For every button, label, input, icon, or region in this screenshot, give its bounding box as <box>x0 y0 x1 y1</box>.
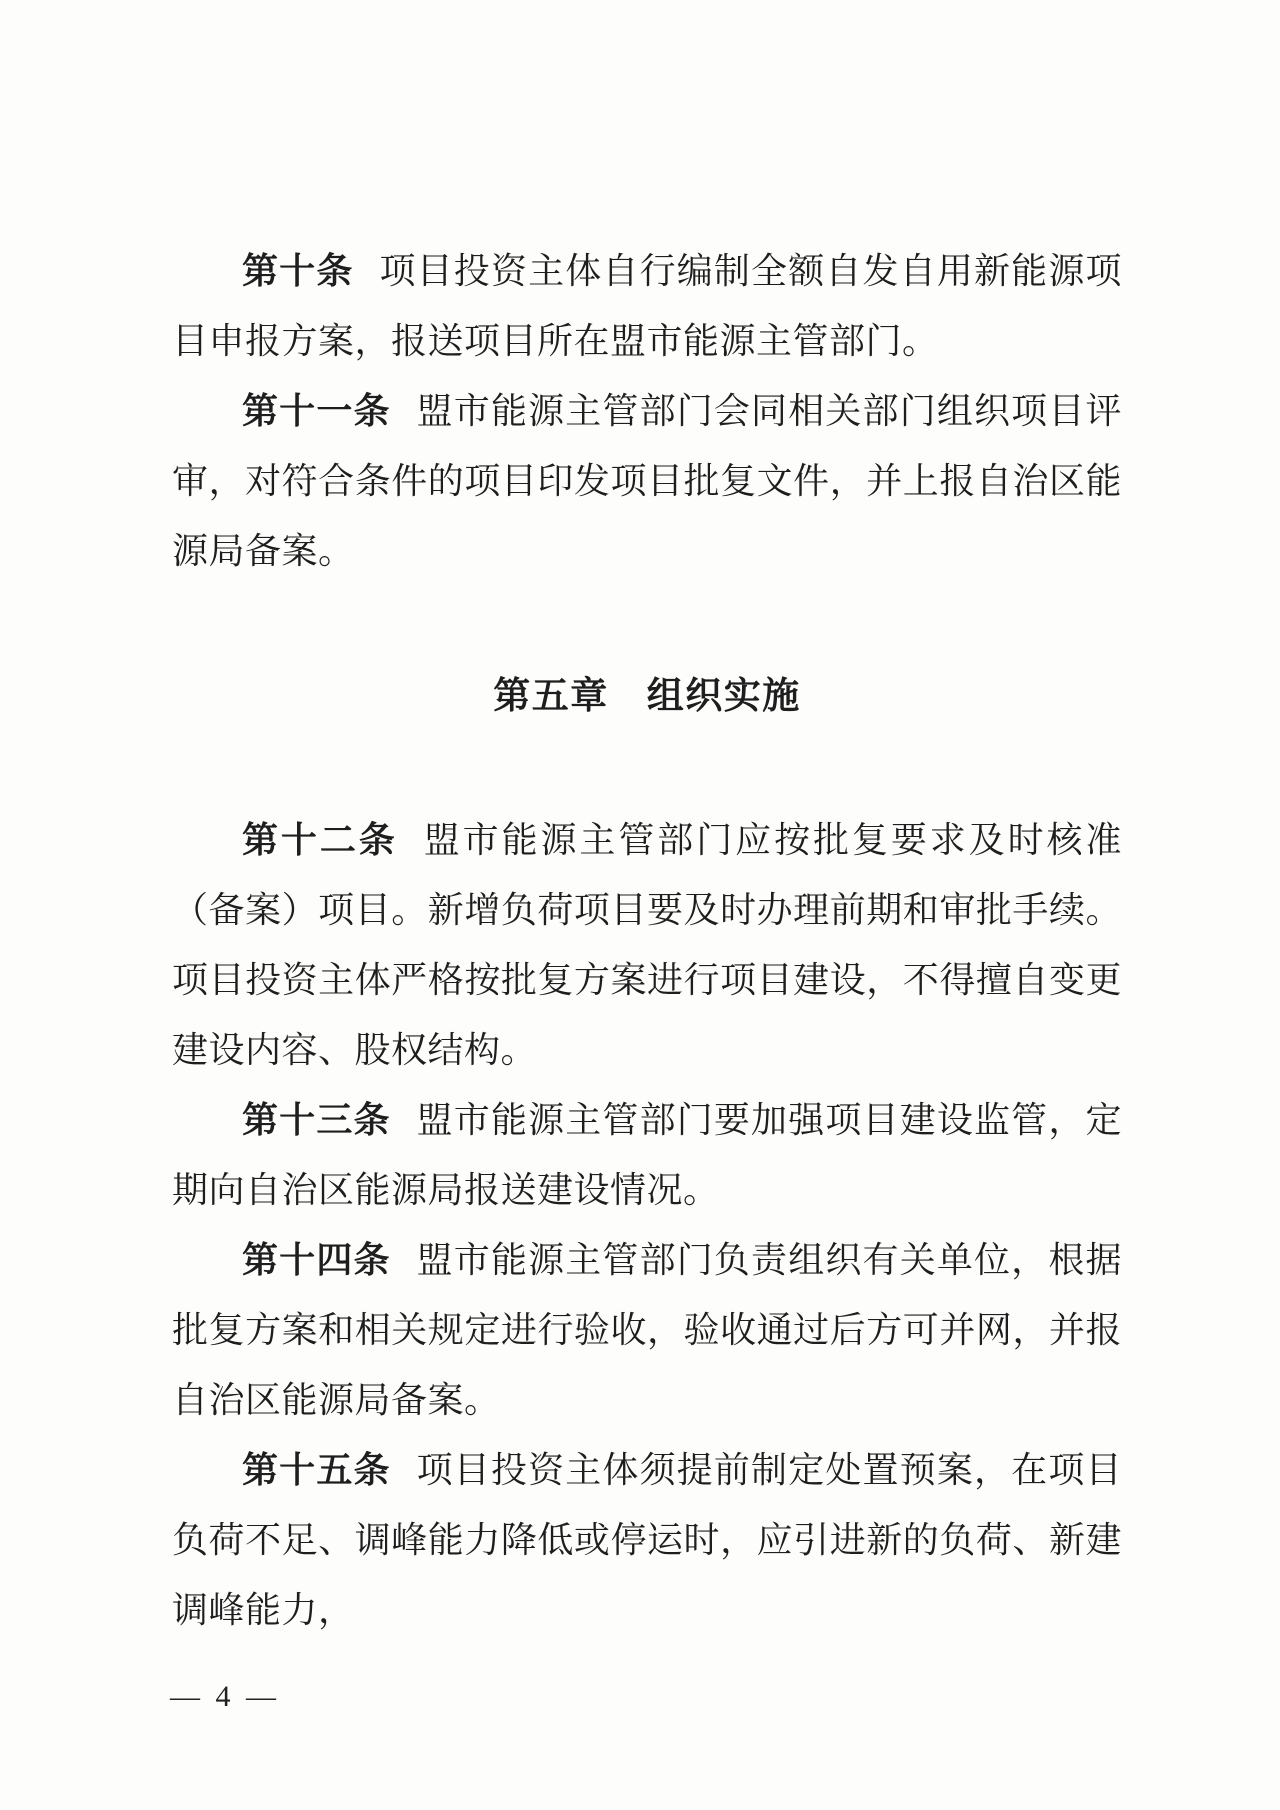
article-number: 第十条 <box>242 251 354 291</box>
article-paragraph <box>172 1085 1122 1225</box>
document-content <box>172 236 1122 1645</box>
article-body: 盟市能源主管部门要加强项目建设监管，定期向自治区能源局报送建设情况。 <box>172 1100 1122 1210</box>
chapter-heading <box>172 661 1122 731</box>
article-paragraph <box>172 805 1122 1085</box>
article-number: 第十二条 <box>242 820 398 860</box>
article-number: 第十五条 <box>242 1450 391 1490</box>
article-number: 第十四条 <box>242 1240 391 1280</box>
article-paragraph <box>172 1435 1122 1645</box>
article-body: 盟市能源主管部门负责组织有关单位，根据批复方案和相关规定进行验收，验收通过后方可并网，并报自治区能源局备案。 <box>172 1240 1122 1420</box>
article-paragraph <box>172 1225 1122 1435</box>
article-body: 盟市能源主管部门会同相关部门组织项目评审，对符合条件的项目印发项目批复文件，并上报自治区能源局备案。 <box>172 391 1122 571</box>
article-number: 第十三条 <box>242 1100 391 1140</box>
article-body: 盟市能源主管部门应按批复要求及时核准（备案）项目。新增负荷项目要及时办理前期和审批手续。项目投资主体严格按批复方案进行项目建设，不得擅自变更建设内容、股权结构。 <box>172 820 1122 1070</box>
page-number: — 4 — <box>170 1680 280 1713</box>
article-body: 项目投资主体自行编制全额自发自用新能源项目申报方案，报送项目所在盟市能源主管部门。 <box>172 251 1122 361</box>
article-body: 项目投资主体须提前制定处置预案，在项目负荷不足、调峰能力降低或停运时，应引进新的负荷、新建调峰能力， <box>172 1450 1122 1630</box>
article-number: 第十一条 <box>242 391 391 431</box>
chapter-number: 第五章 <box>493 675 609 716</box>
article-paragraph <box>172 376 1122 586</box>
chapter-title: 组织实施 <box>646 675 801 716</box>
article-paragraph <box>172 236 1122 376</box>
